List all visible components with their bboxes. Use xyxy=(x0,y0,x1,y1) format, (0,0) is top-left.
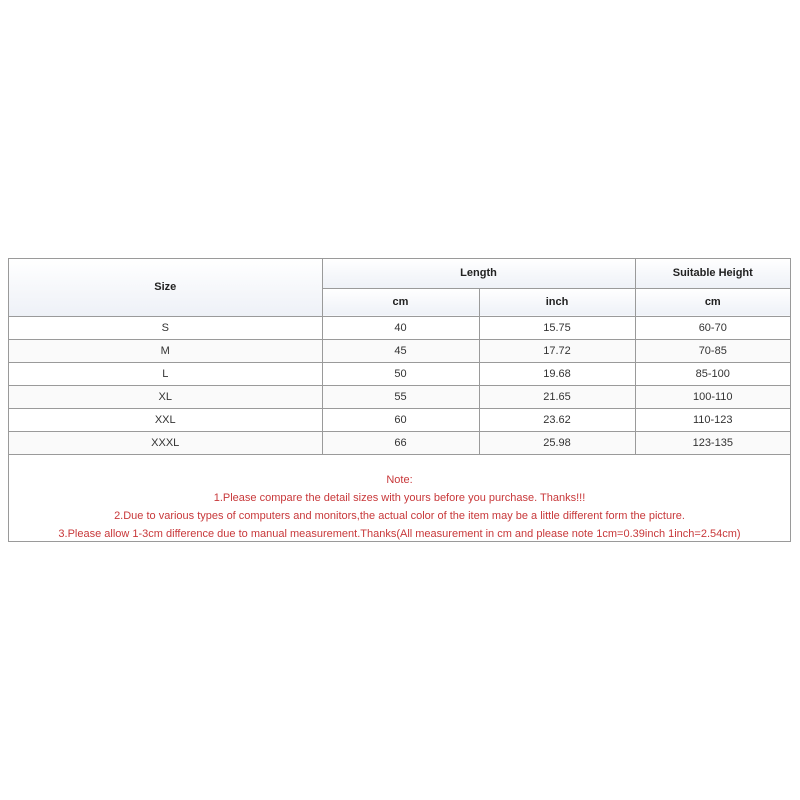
table-row xyxy=(9,385,790,408)
header-length-inch: inch xyxy=(479,288,635,316)
cell-length-cm: 50 xyxy=(322,362,479,385)
notes-block xyxy=(9,471,790,543)
cell-length-cm: 45 xyxy=(322,339,479,362)
table-row xyxy=(9,408,790,431)
cell-size: XXL xyxy=(9,408,322,431)
notes-title: Note: xyxy=(386,474,413,486)
cell-height: 110-123 xyxy=(635,408,790,431)
cell-height: 123-135 xyxy=(635,431,790,454)
cell-length-inch: 23.62 xyxy=(479,408,635,431)
size-chart xyxy=(8,258,791,542)
cell-height: 60-70 xyxy=(635,316,790,339)
note-line-3: 3.Please allow 1-3cm difference due to manual measurement.Thanks(All measurement in cm and please note 1cm=0.39inch 1inch=2.54cm) xyxy=(58,528,741,540)
header-size: Size xyxy=(9,259,322,316)
cell-height: 70-85 xyxy=(635,339,790,362)
header-suitable-height: Suitable Height xyxy=(635,259,790,288)
note-line-2: 2.Due to various types of computers and monitors,the actual color of the item may be a little different form the picture. xyxy=(114,510,685,522)
note-line-1: 1.Please compare the detail sizes with yours before you purchase. Thanks!!! xyxy=(213,492,586,504)
cell-size: M xyxy=(9,339,322,362)
header-height-cm: cm xyxy=(635,288,790,316)
cell-length-cm: 40 xyxy=(322,316,479,339)
cell-size: S xyxy=(9,316,322,339)
cell-length-cm: 55 xyxy=(322,385,479,408)
cell-height: 85-100 xyxy=(635,362,790,385)
cell-size: XL xyxy=(9,385,322,408)
cell-length-inch: 15.75 xyxy=(479,316,635,339)
cell-length-inch: 17.72 xyxy=(479,339,635,362)
cell-size: XXXL xyxy=(9,431,322,454)
cell-length-inch: 21.65 xyxy=(479,385,635,408)
header-length-cm: cm xyxy=(322,288,479,316)
table-row xyxy=(9,339,790,362)
cell-size: L xyxy=(9,362,322,385)
cell-height: 100-110 xyxy=(635,385,790,408)
table-row xyxy=(9,431,790,454)
cell-length-cm: 60 xyxy=(322,408,479,431)
cell-length-cm: 66 xyxy=(322,431,479,454)
table-row xyxy=(9,362,790,385)
table-row xyxy=(9,316,790,339)
cell-length-inch: 25.98 xyxy=(479,431,635,454)
size-table xyxy=(9,259,790,455)
header-length: Length xyxy=(322,259,635,288)
cell-length-inch: 19.68 xyxy=(479,362,635,385)
